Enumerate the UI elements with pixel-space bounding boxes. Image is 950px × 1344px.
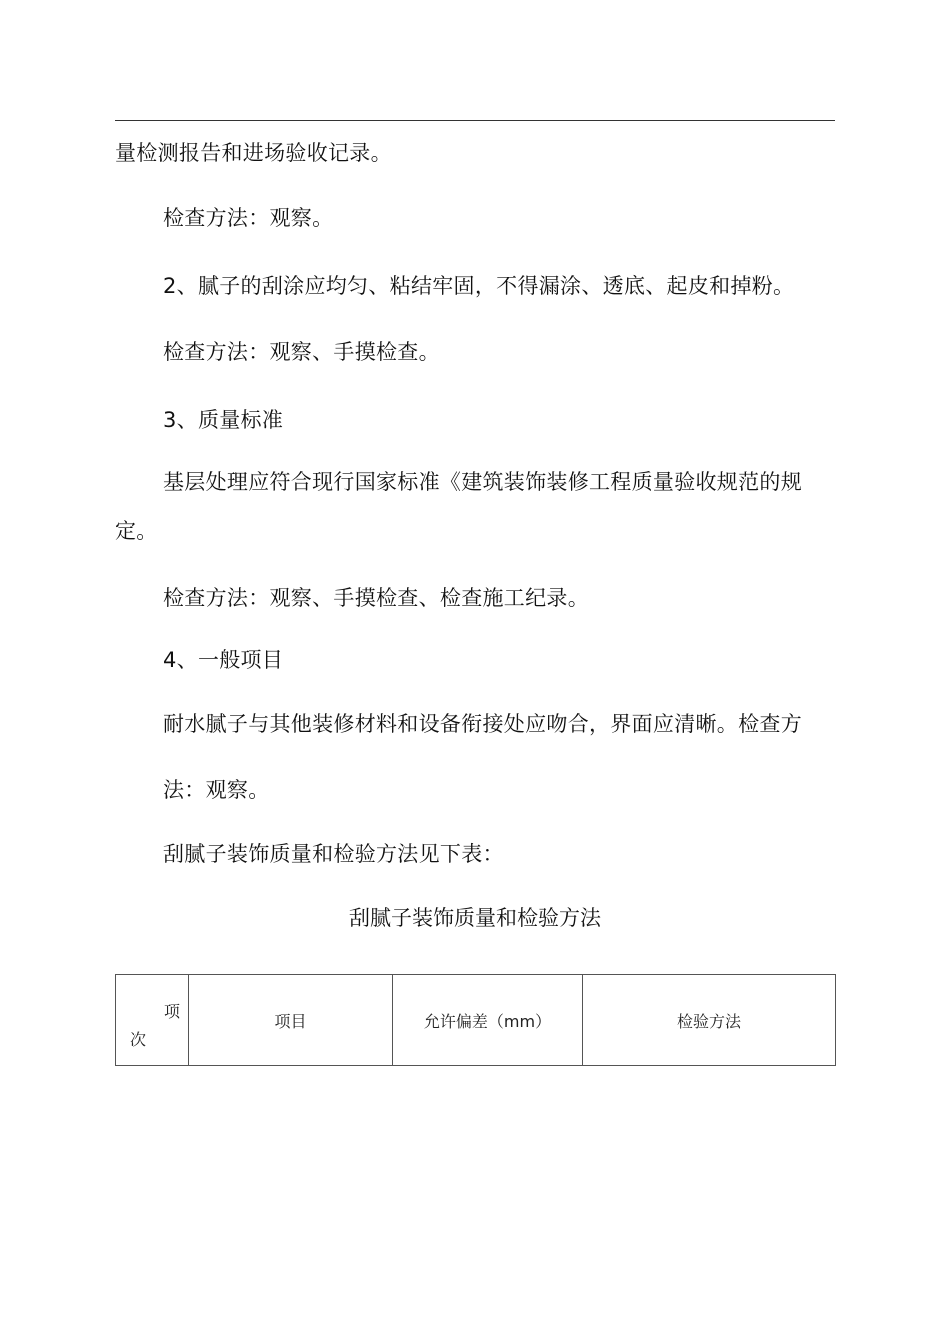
paragraph-text: 检查方法：观察。 [163,206,334,230]
paragraph-text: 耐水腻子与其他装修材料和设备衔接处应吻合，界面应清晰。检查方 [163,712,802,736]
header-index-bottom: 次 [130,1030,147,1049]
section-heading: 4、一般项目 [163,648,284,672]
header-index-top: 项 [163,1002,180,1021]
table-header-row [116,975,836,1066]
table-caption: 刮腻子装饰质量和检验方法 [349,906,601,930]
paragraph-text: 检查方法：观察、手摸检查。 [163,340,440,364]
header-cell-method: 检验方法 [583,975,836,1066]
header-cell-index [116,975,189,1066]
paragraph-text: 定。 [115,519,158,543]
paragraph-text: 检查方法：观察、手摸检查、检查施工纪录。 [163,586,589,610]
header-cell-item: 项目 [189,975,393,1066]
paragraph-text: 法：观察。 [163,778,270,802]
header-cell-tolerance: 允许偏差（mm） [393,975,583,1066]
paragraph-text: 刮腻子装饰质量和检验方法见下表： [163,842,504,866]
paragraph-text: 2、腻子的刮涂应均匀、粘结牢固，不得漏涂、透底、起皮和掉粉。 [163,274,795,298]
header-rule [115,120,835,121]
paragraph-text: 量检测报告和进场验收记录。 [115,141,392,165]
paragraph-text: 基层处理应符合现行国家标准《建筑装饰装修工程质量验收规范的规 [163,470,802,494]
section-heading: 3、质量标准 [163,408,284,432]
quality-table [115,974,836,1066]
